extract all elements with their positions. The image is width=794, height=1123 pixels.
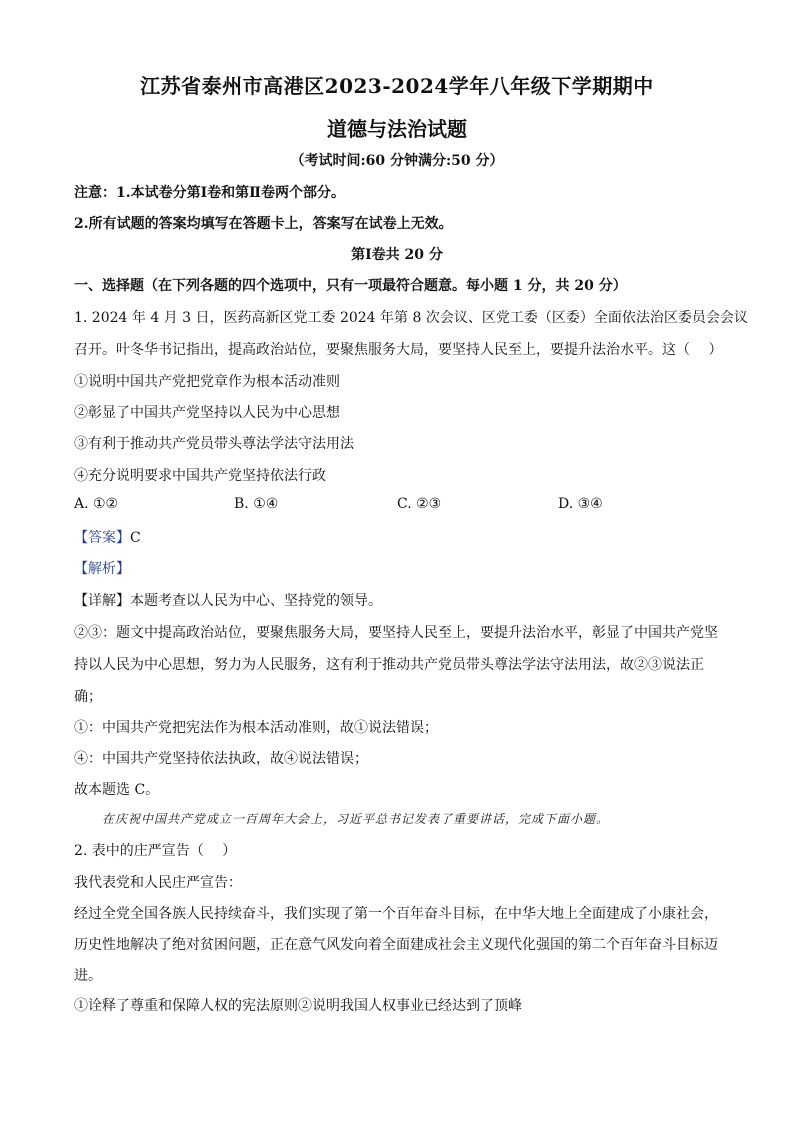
analysis-tag: 【解析】 <box>74 561 130 577</box>
note-1: 注意：1.本试卷分第Ⅰ卷和第Ⅱ卷两个部分。 <box>74 185 345 201</box>
q1-detail <box>74 590 724 610</box>
detail-text: 本题考查以人民为中心、坚持党的领导。 <box>130 593 382 609</box>
page-title: 江苏省泰州市高港区2023-2024学年八年级下学期期中 <box>140 74 654 98</box>
section-heading: 第Ⅰ卷共 20 分 <box>351 247 443 263</box>
passage-intro: 在庆祝中国共产党成立一百周年大会上，习近平总书记发表了重要讲话，完成下面小题。 <box>102 812 610 826</box>
q1-stem-line2: 召开。叶冬华书记指出，提高政治站位，要聚焦服务大局，要坚持人民至上，要提升法治水平。这（ ） <box>74 342 723 358</box>
answer-tag: 【答案】 <box>74 530 130 546</box>
q1-stem-line1: 1. 2024 年 4 月 3 日，医药高新区党工委 2024 年第 8 次会议、区党工委（区委）全面依法治区委员会会议 <box>74 310 748 326</box>
q1-option-a[interactable]: A. ①② <box>74 496 119 512</box>
q1-explanation-line3: 确； <box>74 689 102 705</box>
q1-explanation-line1: ②③：题文中提高政治站位，要聚焦服务大局，要坚持人民至上，要提升法治水平，彰显了中国共产党坚 <box>74 625 718 641</box>
q1-explanation-line4: ①：中国共产党把宪法作为根本活动准则，故①说法错误； <box>74 720 438 736</box>
q1-option-b[interactable]: B. ①④ <box>234 496 279 512</box>
q2-statements: ①诠释了尊重和保障人权的宪法原则②说明我国人权事业已经达到了顶峰 <box>74 998 522 1014</box>
q1-statement-1: ①说明中国共产党把党章作为根本活动准则 <box>74 374 340 390</box>
q2-quote-line4: 进。 <box>74 968 102 984</box>
q1-statement-2: ②彰显了中国共产党坚持以人民为中心思想 <box>74 405 340 421</box>
q1-explanation-line6: 故本题选 C。 <box>74 782 160 798</box>
q1-explanation-line5: ④：中国共产党坚持依法执政，故④说法错误； <box>74 751 368 767</box>
q2-quote-line2: 经过全党全国各族人民持续奋斗，我们实现了第一个百年奋斗目标，在中华大地上全面建成了小康社会， <box>74 906 718 922</box>
q1-statement-4: ④充分说明要求中国共产党坚持依法行政 <box>74 468 326 484</box>
q1-option-d[interactable]: D. ③④ <box>558 496 603 512</box>
q2-quote-line3: 历史性地解决了绝对贫困问题，正在意气风发向着全面建成社会主义现代化强国的第二个百年奋斗目标迈 <box>74 937 718 953</box>
q2-stem: 2. 表中的庄严宣告（ ） <box>74 843 237 859</box>
detail-tag: 【详解】 <box>74 593 130 609</box>
page-subject-title: 道德与法治试题 <box>327 117 467 141</box>
answer-value: C <box>130 530 141 546</box>
q2-quote-line1: 我代表党和人民庄严宣告： <box>74 875 242 891</box>
q1-analysis <box>74 558 724 578</box>
q1-statement-3: ③有利于推动共产党员带头尊法学法守法用法 <box>74 436 354 452</box>
note-2: 2.所有试题的答案均填写在答题卡上，答案写在试卷上无效。 <box>74 216 453 232</box>
q1-explanation-line2: 持以人民为中心思想，努力为人民服务，这有利于推动共产党员带头尊法学法守法用法，故②③说法正 <box>74 657 704 673</box>
part-heading: 一、选择题（在下列各题的四个选项中，只有一项最符合题意。每小题 1 分，共 20 分） <box>74 278 627 294</box>
exam-duration-score: （考试时间:60 分钟满分:50 分） <box>290 153 504 169</box>
q1-answer <box>74 527 724 547</box>
q1-option-c[interactable]: C. ②③ <box>397 496 442 512</box>
